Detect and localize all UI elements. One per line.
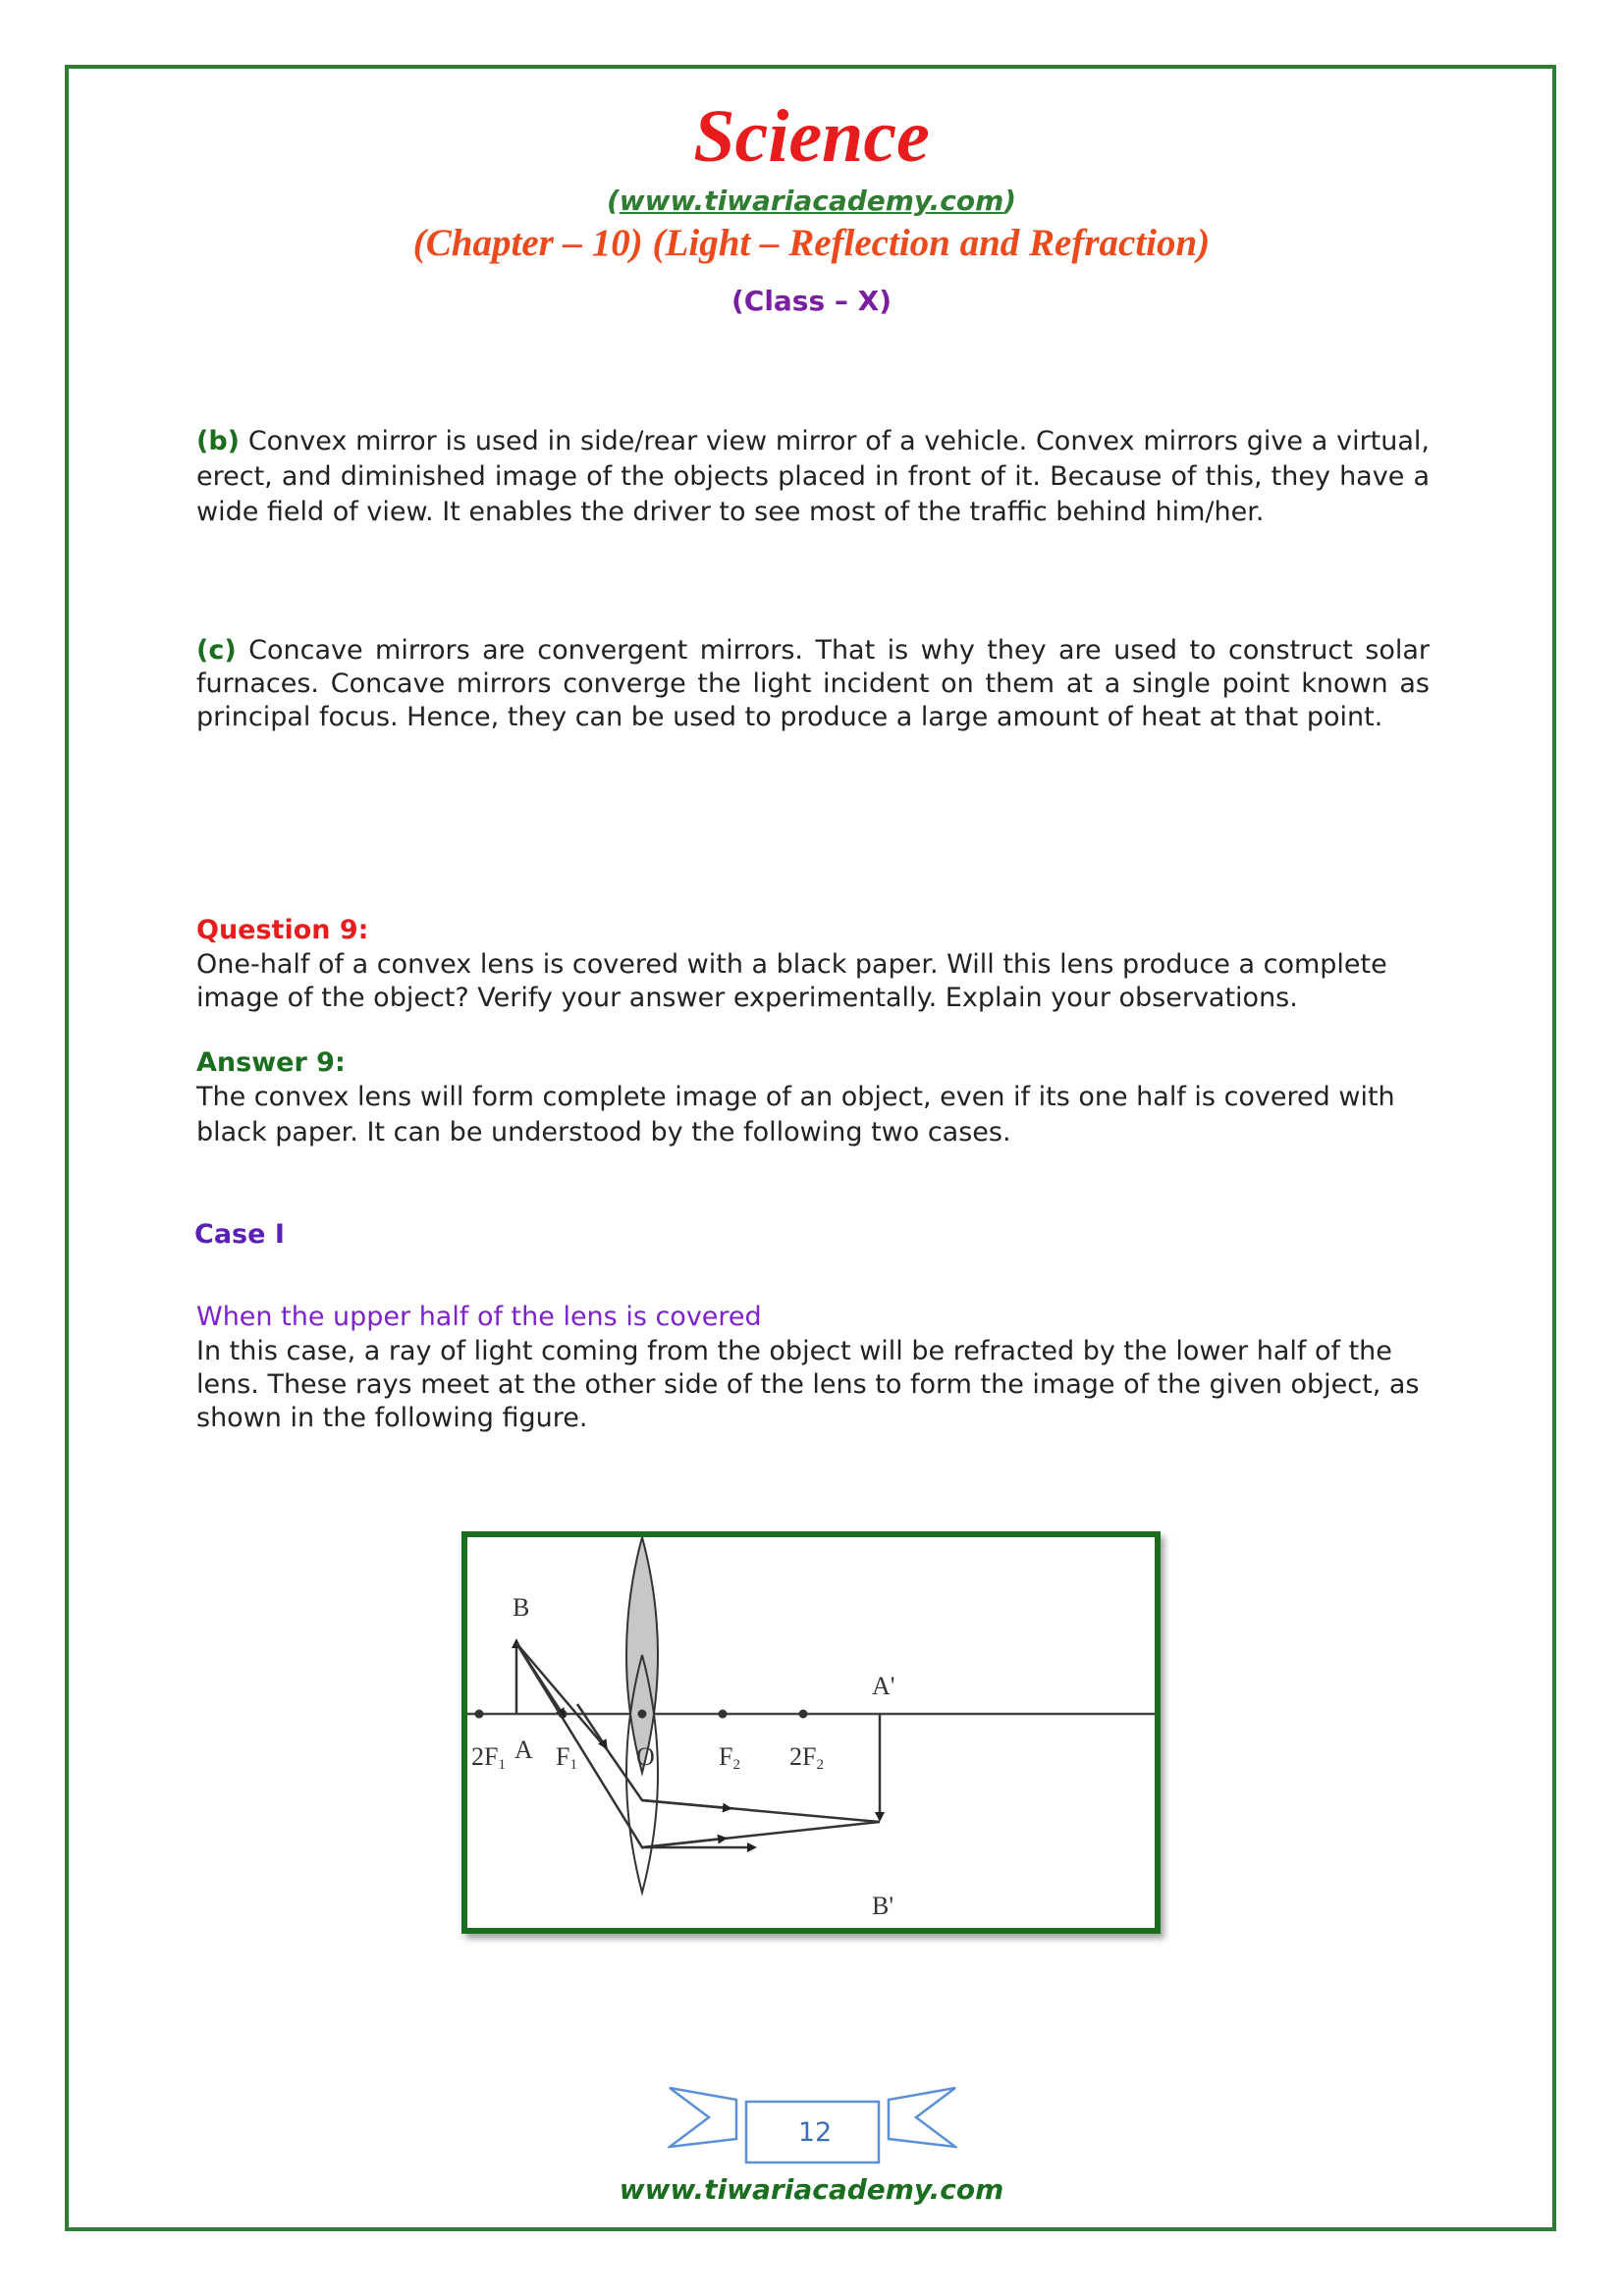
point-o xyxy=(638,1710,647,1719)
label-2f1-sub: 1 xyxy=(498,1757,506,1773)
label-2f1-main: 2F xyxy=(471,1742,499,1771)
label-f2-main: F xyxy=(719,1742,733,1771)
lens-ray-diagram xyxy=(461,1531,1161,1934)
part-b-paragraph xyxy=(196,424,1430,530)
label-f2-sub: 2 xyxy=(732,1757,740,1773)
part-c-paragraph xyxy=(196,634,1430,734)
label-a-prime: A' xyxy=(872,1672,895,1700)
case-text: In this case, a ray of light coming from the object will be refracted by the lower half of the lens. These rays meet at the other side of the lens to form the image of the given object, as shown in the following figure. xyxy=(196,1336,1420,1433)
header-website: (www.tiwariacademy.com) xyxy=(606,185,1017,217)
case-subheading: When the upper half of the lens is covered xyxy=(196,1302,762,1332)
ribbon-right-tail xyxy=(889,2088,955,2147)
point-2f2 xyxy=(799,1710,808,1719)
ribbon-left-tail xyxy=(670,2088,736,2147)
label-2f2 xyxy=(789,1742,824,1773)
header-website-link[interactable]: www.tiwariacademy.com xyxy=(619,185,1004,217)
label-f1-sub: 1 xyxy=(569,1757,577,1773)
label-o: O xyxy=(636,1742,655,1771)
label-f2 xyxy=(719,1742,740,1773)
part-b-text: Convex mirror is used in side/rear view mirror of a vehicle. Convex mirrors give a virtual, erect, and diminished image of the objects placed in front of it. Because of this, they have a wide field of view. It enables the driver to see most of the traffic behind him/her. xyxy=(196,426,1430,527)
part-c-label: (c) xyxy=(196,635,237,666)
chapter-title: (Chapter – 10) (Light – Reflection and Refraction) xyxy=(412,222,1211,264)
label-a: A xyxy=(514,1735,533,1764)
class-label: (Class – X) xyxy=(730,285,893,317)
ray-diagram-svg xyxy=(467,1537,1155,1928)
case-heading: Case I xyxy=(194,1219,285,1250)
page-number: 12 xyxy=(797,2117,833,2148)
label-2f2-main: 2F xyxy=(789,1742,817,1771)
footer-website[interactable]: www.tiwariacademy.com xyxy=(619,2173,1004,2206)
part-c-text: Concave mirrors are convergent mirrors. That is why they are used to construct solar furnaces. Concave mirrors converge the light incident on them at a single point known as principal focus. Hence, they can be used to produce a large amount of heat at that point. xyxy=(196,635,1430,732)
label-b: B xyxy=(513,1593,530,1622)
question-heading: Question 9: xyxy=(196,915,369,945)
label-b-prime: B' xyxy=(872,1892,894,1920)
page-title: Science xyxy=(693,95,930,178)
label-f1-main: F xyxy=(556,1742,570,1771)
label-2f1 xyxy=(471,1742,506,1773)
ray-2-out-arrow xyxy=(642,1800,728,1808)
label-f1 xyxy=(556,1742,577,1773)
answer-heading: Answer 9: xyxy=(196,1047,346,1078)
question-text: One-half of a convex lens is covered with a black paper. Will this lens produce a complete image of the object? Verify your answer experimentally. Explain your observations. xyxy=(196,949,1387,1013)
point-2f1 xyxy=(475,1710,484,1719)
point-f2 xyxy=(719,1710,728,1719)
part-b-label: (b) xyxy=(196,426,241,456)
answer-text: The convex lens will form complete image of an object, even if its one half is covered with black paper. It can be understood by the following two cases. xyxy=(196,1082,1395,1148)
ray-1-arrow xyxy=(642,1839,723,1847)
label-2f2-sub: 2 xyxy=(816,1757,824,1773)
ray-2-arrow xyxy=(577,1704,605,1745)
